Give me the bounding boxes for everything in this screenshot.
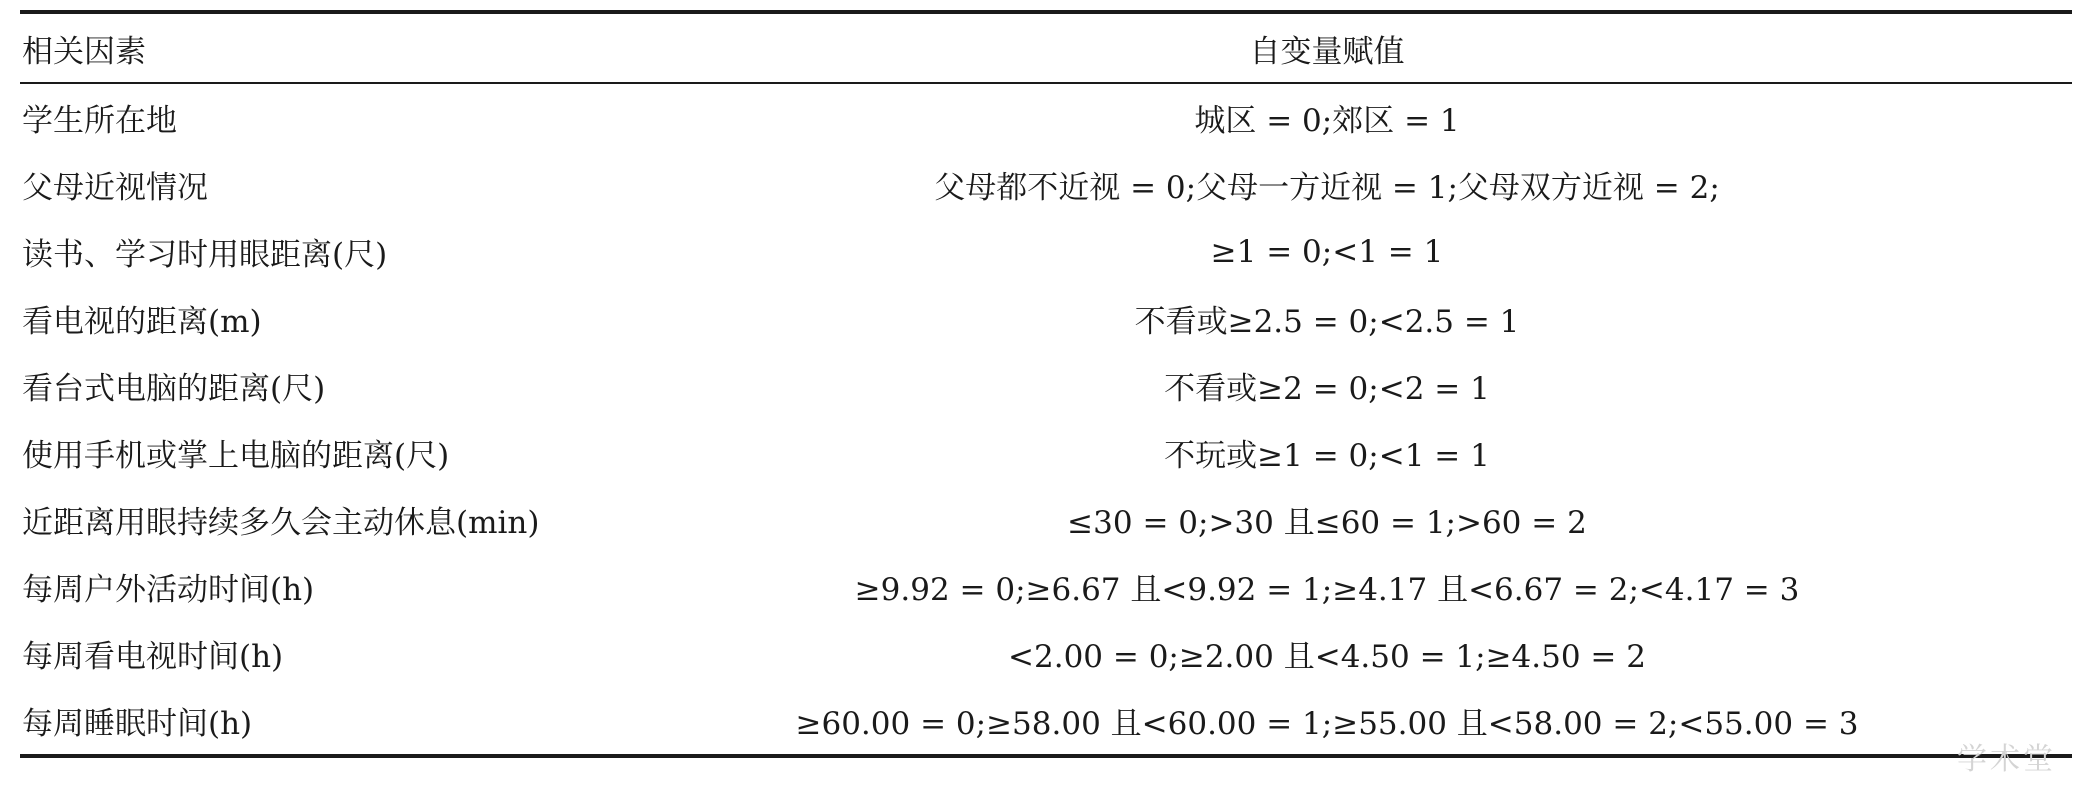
table-row (20, 285, 2072, 352)
watermark-logo: 学术堂 (1957, 742, 2056, 777)
row-factor: 看电视的距离(m) (22, 304, 262, 340)
row-value: ≥1 = 0;<1 = 1 (1210, 233, 1444, 270)
row-factor: 学生所在地 (22, 103, 177, 139)
row-value: 不看或≥2.5 = 0;<2.5 = 1 (1134, 304, 1520, 340)
table-row (20, 553, 2072, 620)
table-row (20, 620, 2072, 687)
table-row (20, 687, 2072, 756)
row-factor: 每周户外活动时间(h) (22, 572, 315, 608)
table-row (20, 352, 2072, 419)
variable-assignment-table-container (20, 10, 2072, 758)
row-value: 城区 = 0;郊区 = 1 (1194, 103, 1460, 139)
table-row (20, 151, 2072, 218)
table-row (20, 486, 2072, 553)
row-value: 父母都不近视 = 0;父母一方近视 = 1;父母双方近视 = 2; (934, 170, 1720, 206)
row-value: ≥9.92 = 0;≥6.67 且<9.92 = 1;≥4.17 且<6.67 = 2;<4.17 = 3 (854, 572, 1800, 608)
row-factor: 使用手机或掌上电脑的距离(尺) (22, 438, 450, 474)
header-value: 自变量赋值 (1249, 33, 1405, 70)
row-value: 不玩或≥1 = 0;<1 = 1 (1164, 438, 1490, 474)
variable-assignment-table (20, 10, 2072, 758)
table-row (20, 218, 2072, 285)
row-factor: 读书、学习时用眼距离(尺) (22, 237, 388, 273)
table-header-row (20, 12, 2072, 83)
row-factor: 每周睡眠时间(h) (22, 706, 253, 742)
row-value: ≤30 = 0;>30 且≤60 = 1;>60 = 2 (1067, 505, 1587, 541)
row-factor: 每周看电视时间(h) (22, 639, 284, 675)
table-row (20, 419, 2072, 486)
row-factor: 父母近视情况 (22, 170, 208, 206)
row-factor: 看台式电脑的距离(尺) (22, 371, 326, 407)
table-row (20, 83, 2072, 151)
row-value: ≥60.00 = 0;≥58.00 且<60.00 = 1;≥55.00 且<58.00 = 2;<55.00 = 3 (795, 706, 1859, 742)
row-value: <2.00 = 0;≥2.00 且<4.50 = 1;≥4.50 = 2 (1008, 639, 1646, 675)
row-value: 不看或≥2 = 0;<2 = 1 (1164, 371, 1490, 407)
row-factor: 近距离用眼持续多久会主动休息(min) (22, 505, 540, 541)
header-factor: 相关因素 (22, 33, 146, 70)
